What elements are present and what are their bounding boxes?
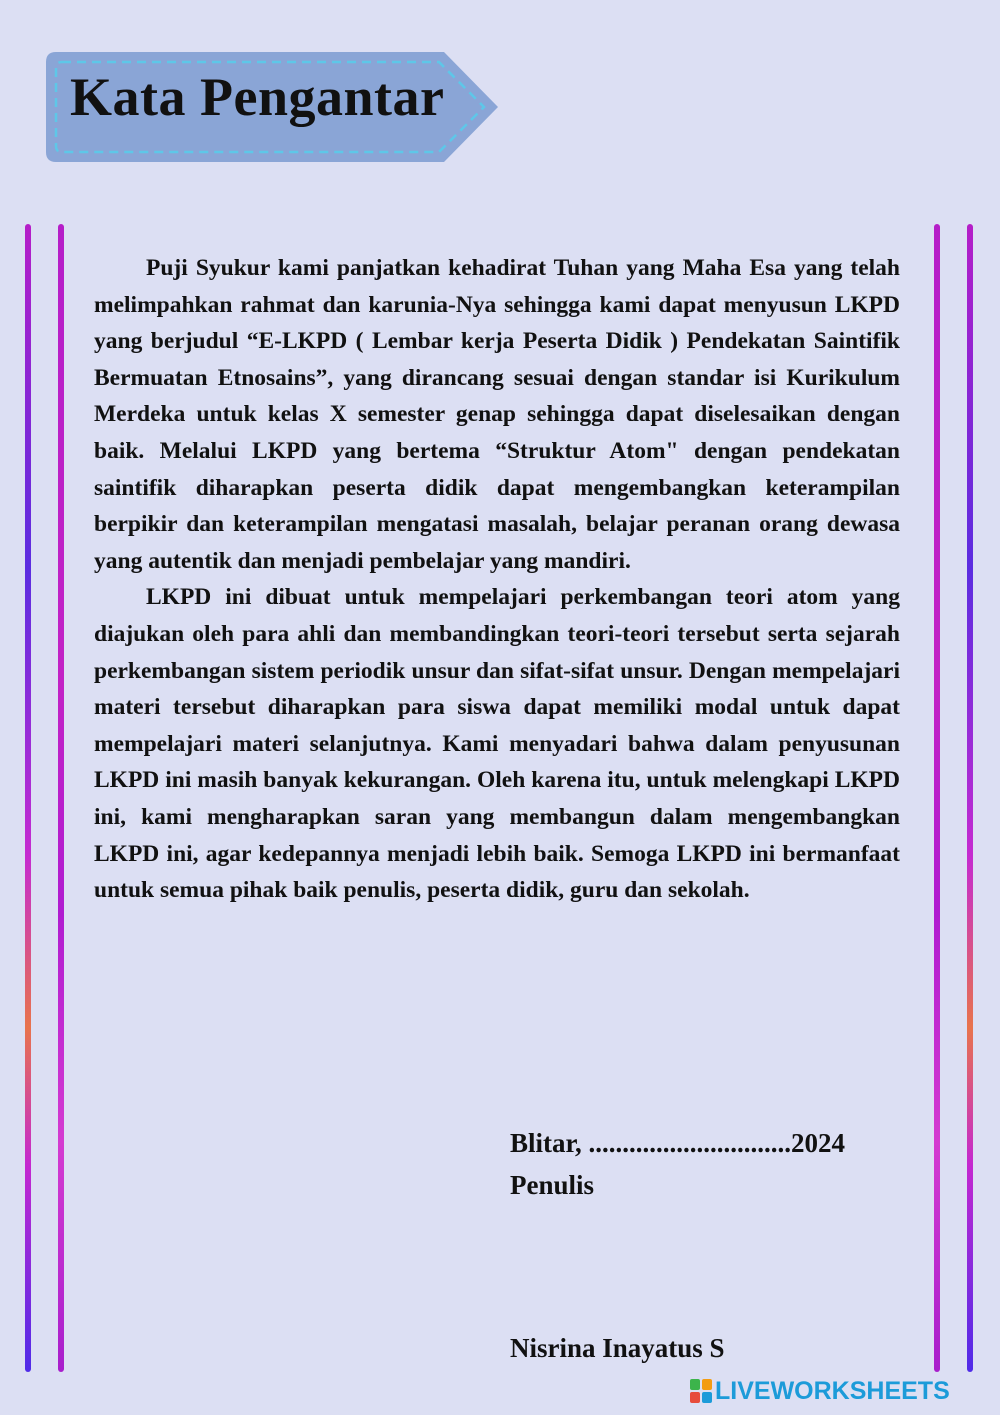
signature-place-date: Blitar, ..............................2024 bbox=[510, 1128, 846, 1158]
watermark-text: LIVEWORKSHEETS bbox=[715, 1376, 950, 1405]
paragraph-1: Puji Syukur kami panjatkan kehadirat Tuhan yang Maha Esa yang telah melimpahkan rahmat dan karunia-Nya sehingga kami dapat menyusun LKPD yang berjudul “E-LKPD ( Lembar kerja Peserta Didik ) Pendekatan Saintifik Bermuatan Etnosains”, yang dirancang sesuai dengan standar isi Kurikulum Merdeka untuk kelas X semester genap sehingga dapat diselesaikan dengan baik. Melalui LKPD yang bertema “Struktur Atom" dengan pendekatan saintifik diharapkan peserta didik dapat mengembangkan keterampilan berpikir dan keterampilan mengatasi masalah, belajar peranan orang dewasa yang autentik dan menjadi pembelajar yang mandiri. bbox=[94, 255, 900, 574]
title-banner bbox=[46, 52, 501, 162]
right-inner-decor-line bbox=[934, 224, 940, 1372]
page-title: Kata Pengantar bbox=[70, 67, 445, 127]
left-inner-decor-line bbox=[58, 224, 64, 1372]
right-outer-decor-line bbox=[967, 224, 973, 1372]
signature-name: Nisrina Inayatus S bbox=[510, 1333, 725, 1363]
liveworksheets-logo-icon bbox=[690, 1379, 712, 1403]
liveworksheets-watermark bbox=[690, 1376, 950, 1406]
paragraph-2: LKPD ini dibuat untuk mempelajari perkembangan teori atom yang diajukan oleh para ahli dan membandingkan teori-teori tersebut serta sejarah perkembangan sistem periodik unsur dan sifat-sifat unsur. Dengan mempelajari materi tersebut diharapkan para siswa dapat memiliki modal untuk dapat mempelajari materi selanjutnya. Kami menyadari bahwa dalam penyusunan LKPD ini masih banyak kekurangan. Oleh karena itu, untuk melengkapi LKPD ini, kami mengharapkan saran yang membangun dalam mengembangkan LKPD ini, agar kedepannya menjadi lebih baik. Semoga LKPD ini bermanfaat untuk semua pihak baik penulis, peserta didik, guru dan sekolah. bbox=[94, 584, 900, 904]
body-text bbox=[94, 250, 900, 909]
left-outer-decor-line bbox=[25, 224, 31, 1372]
signature-role: Penulis bbox=[510, 1170, 595, 1200]
